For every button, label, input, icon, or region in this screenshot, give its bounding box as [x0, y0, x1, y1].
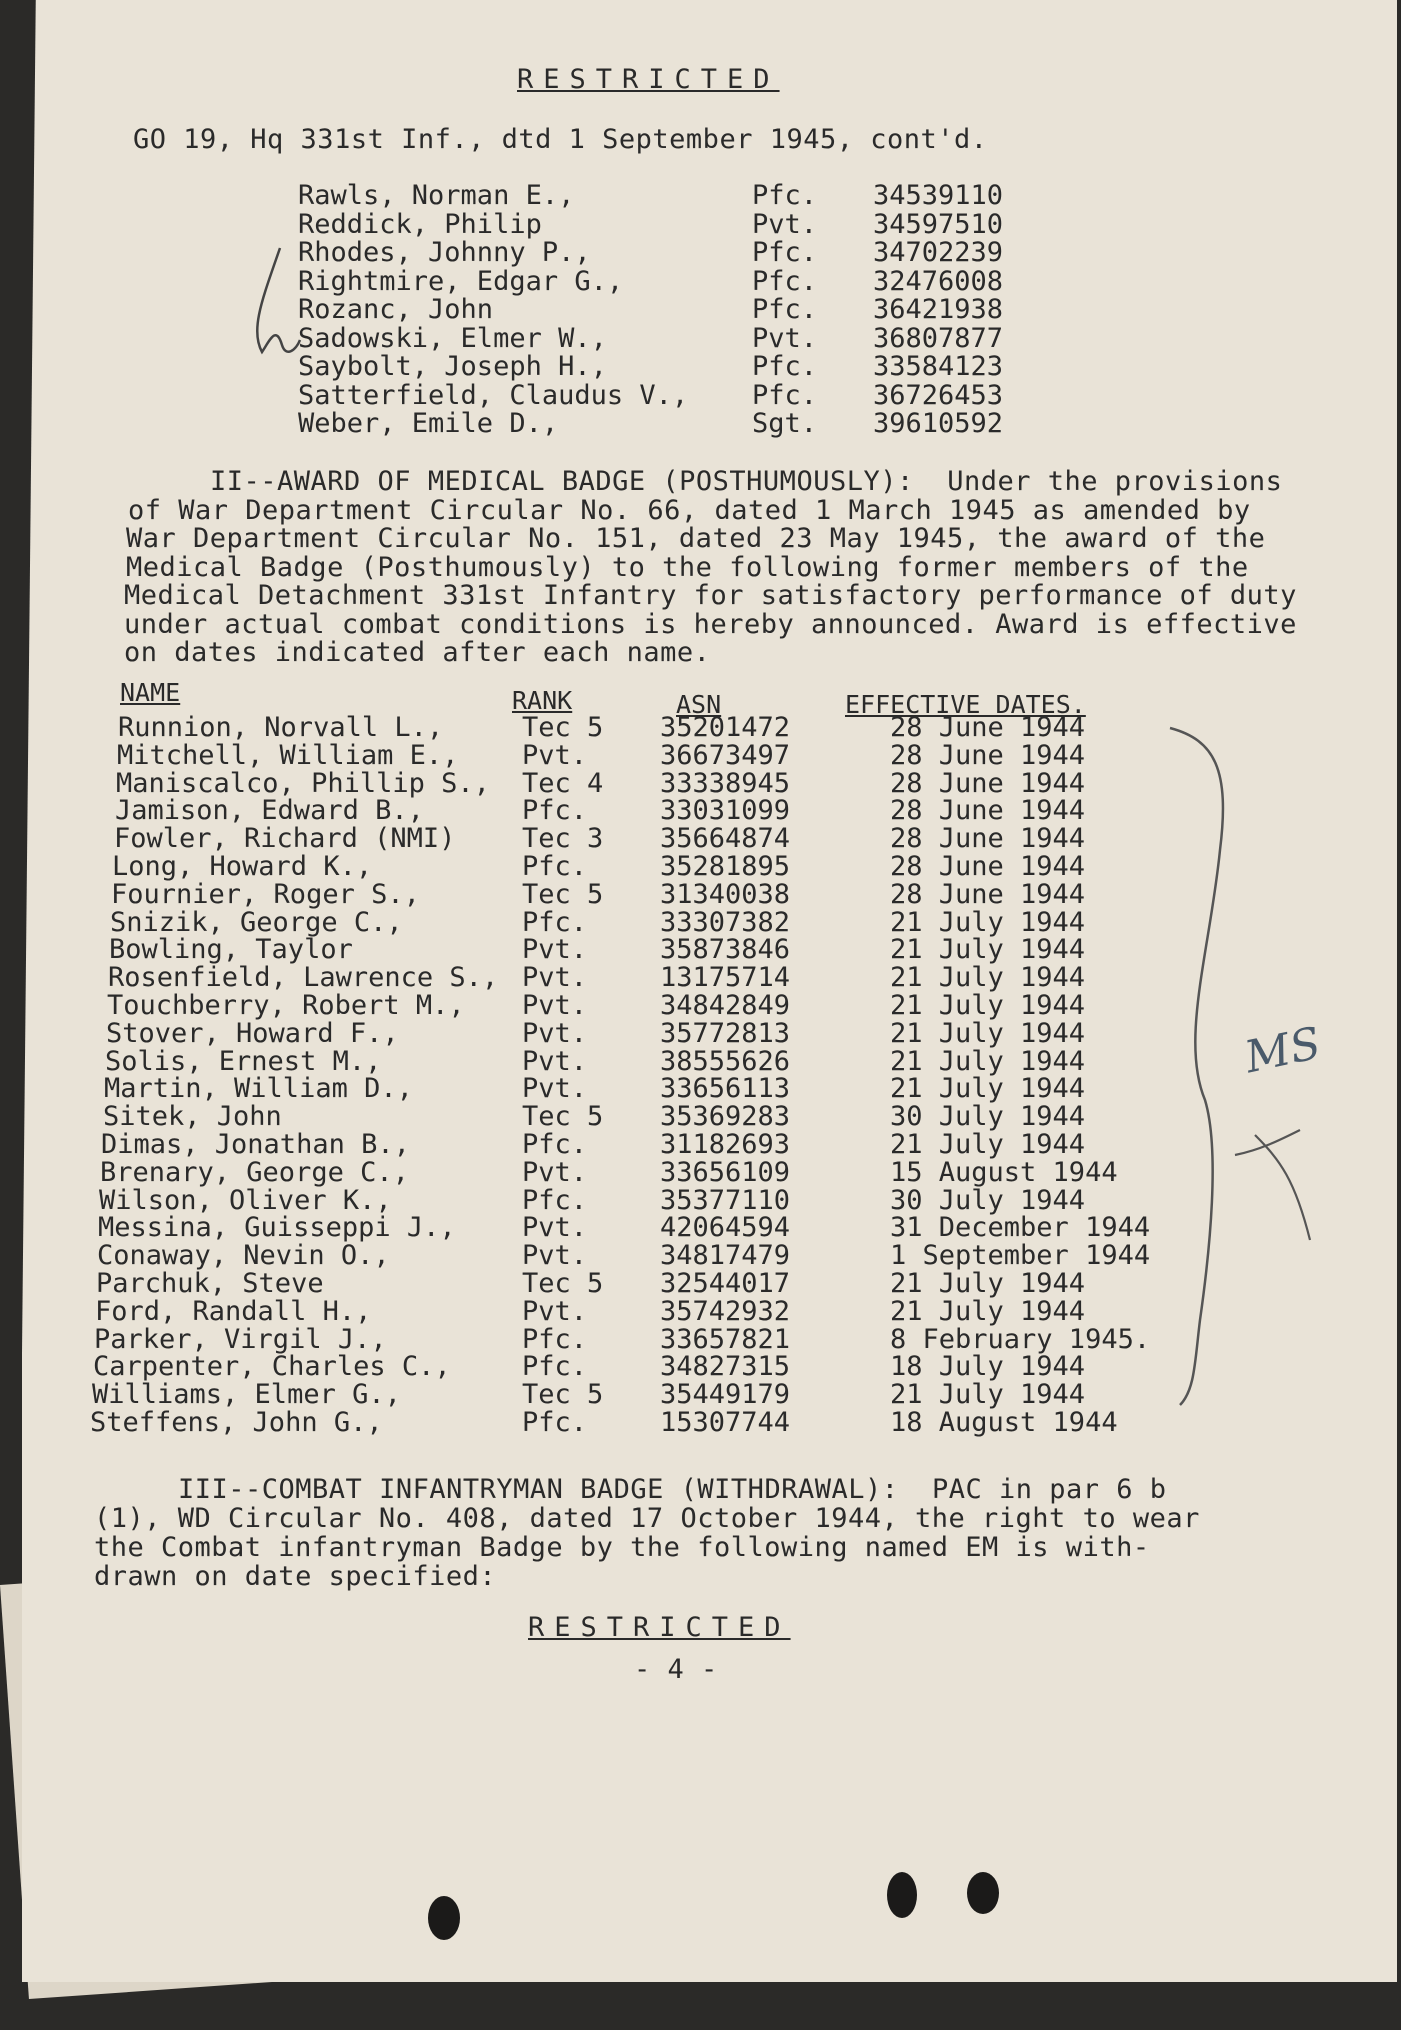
- sec2-line: II--AWARD OF MEDICAL BADGE (POSTHUMOUSLY): Under the provisions: [210, 466, 1283, 497]
- cell-rank: Pfc.: [522, 851, 588, 882]
- cell-rank: Pfc.: [522, 1129, 588, 1160]
- cell-asn: 38555626: [660, 1045, 791, 1077]
- cell-asn: 35742932: [660, 1295, 791, 1327]
- page-number: - 4 -: [634, 1654, 718, 1685]
- roster-rank: Pfc.: [752, 379, 818, 411]
- cell-name: Snizik, George C.,: [110, 906, 403, 938]
- cell-name: Steffens, John G.,: [90, 1407, 383, 1438]
- margin-initials: MS: [1240, 1017, 1326, 1084]
- roster-rank: Pfc.: [752, 351, 818, 382]
- roster-name: Reddick, Philip: [298, 208, 542, 240]
- cell-rank: Pvt.: [522, 1045, 588, 1077]
- cell-rank: Tec 5: [522, 1379, 604, 1411]
- cell-asn: 33031099: [660, 795, 791, 827]
- cell-effective-date: 28 June 1944: [890, 878, 1086, 910]
- cell-name: Messina, Guisseppi J.,: [98, 1212, 456, 1244]
- margin-check-mark: [257, 248, 300, 352]
- cell-asn: 31182693: [660, 1129, 791, 1160]
- cell-effective-date: 15 August 1944: [890, 1156, 1118, 1188]
- cell-effective-date: 1 September 1944: [890, 1240, 1151, 1272]
- cell-asn: 35377110: [660, 1184, 791, 1216]
- cell-rank: Pfc.: [522, 1323, 588, 1355]
- cell-rank: Tec 4: [522, 767, 604, 799]
- sec3-line: drawn on date specified:: [94, 1561, 497, 1592]
- roster-rank: Pfc.: [752, 180, 818, 211]
- sec3-line: the Combat infantryman Badge by the following named EM is with-: [94, 1532, 1150, 1563]
- cell-effective-date: 21 July 1944: [890, 1129, 1086, 1160]
- cell-name: Martin, William D.,: [104, 1073, 413, 1105]
- cell-effective-date: 21 July 1944: [890, 1017, 1086, 1049]
- sec3-line: (1), WD Circular No. 408, dated 17 October 1944, the right to wear: [94, 1503, 1200, 1534]
- table-header-rank: RANK: [512, 686, 573, 715]
- cell-rank: Tec 5: [522, 712, 604, 743]
- sec2-line: War Department Circular No. 151, dated 23 May 1945, the award of the: [126, 523, 1266, 554]
- cell-rank: Pvt.: [522, 1295, 588, 1327]
- cell-asn: 35449179: [660, 1379, 791, 1411]
- cell-rank: Pfc.: [522, 795, 588, 827]
- punch-hole-right: [967, 1872, 999, 1914]
- roster-name: Rozanc, John: [298, 294, 494, 325]
- cell-name: Maniscalco, Phillip S.,: [116, 767, 490, 799]
- cell-asn: 33657821: [660, 1323, 791, 1355]
- cell-asn: 35201472: [660, 712, 791, 743]
- restricted-footer: RESTRICTED: [528, 1612, 791, 1643]
- cell-name: Bowling, Taylor: [109, 934, 353, 966]
- cell-asn: 15307744: [660, 1407, 791, 1438]
- cell-effective-date: 28 June 1944: [890, 795, 1086, 827]
- roster-rank: Pvt.: [752, 208, 818, 240]
- roster-asn: 34539110: [873, 180, 1004, 211]
- sec2-line: of War Department Circular No. 66, dated 1 March 1945 as amended by: [128, 494, 1251, 526]
- cell-effective-date: 21 July 1944: [890, 1045, 1086, 1077]
- cell-name: Carpenter, Charles C.,: [93, 1351, 451, 1383]
- cell-rank: Tec 5: [522, 1268, 604, 1299]
- table-header-asn: ASN: [676, 690, 722, 719]
- cell-name: Parker, Virgil J.,: [94, 1323, 387, 1355]
- roster-name: Rawls, Norman E.,: [298, 180, 575, 211]
- table-header-name: NAME: [120, 678, 181, 707]
- cell-name: Fournier, Roger S.,: [111, 878, 420, 910]
- roster-name: Sadowski, Elmer W.,: [298, 322, 607, 354]
- cell-rank: Pvt.: [522, 934, 588, 966]
- roster-asn: 36807877: [873, 322, 1004, 354]
- cell-effective-date: 31 December 1944: [890, 1212, 1151, 1244]
- table-header-effective-dates: EFFECTIVE DATES.: [845, 690, 1086, 719]
- cell-asn: 34817479: [660, 1240, 791, 1272]
- cell-name: Long, Howard K.,: [112, 851, 373, 882]
- cell-rank: Tec 5: [522, 878, 604, 910]
- cell-effective-date: 8 February 1945.: [890, 1323, 1151, 1355]
- cell-asn: 35281895: [660, 851, 791, 882]
- restricted-header: RESTRICTED: [517, 64, 780, 95]
- cell-effective-date: 28 June 1944: [890, 823, 1086, 855]
- sec2-line: Medical Detachment 331st Infantry for satisfactory performance of duty: [124, 580, 1297, 611]
- cell-asn: 33656113: [660, 1073, 791, 1105]
- roster-name: Satterfield, Claudus V.,: [298, 379, 689, 411]
- cell-name: Rosenfield, Lawrence S.,: [108, 962, 499, 994]
- roster-name: Saybolt, Joseph H.,: [298, 351, 607, 382]
- sec2-line: under actual combat conditions is hereby announced. Award is effective: [124, 608, 1297, 640]
- cell-rank: Tec 3: [522, 823, 604, 855]
- cell-asn: 31340038: [660, 878, 791, 910]
- cell-name: Wilson, Oliver K.,: [99, 1184, 392, 1216]
- cell-name: Touchberry, Robert M.,: [107, 990, 465, 1021]
- cell-name: Solis, Ernest M.,: [105, 1045, 382, 1077]
- cell-effective-date: 21 July 1944: [890, 1295, 1086, 1327]
- roster-asn: 36726453: [873, 379, 1004, 411]
- cell-effective-date: 28 June 1944: [890, 739, 1086, 771]
- cell-rank: Pvt.: [522, 1073, 588, 1105]
- cell-asn: 35772813: [660, 1017, 791, 1049]
- cell-rank: Pvt.: [522, 962, 588, 994]
- cell-asn: 34842849: [660, 990, 791, 1021]
- cell-effective-date: 21 July 1944: [890, 906, 1086, 938]
- order-reference: GO 19, Hq 331st Inf., dtd 1 September 1945, cont'd.: [133, 124, 988, 155]
- cell-asn: 33338945: [660, 767, 791, 799]
- roster-rank: Pvt.: [752, 322, 818, 354]
- roster-asn: 33584123: [873, 351, 1004, 382]
- punch-hole-middle: [887, 1872, 917, 1918]
- cell-name: Williams, Elmer G.,: [92, 1379, 401, 1411]
- cell-rank: Pvt.: [522, 1240, 588, 1272]
- cell-asn: 35369283: [660, 1101, 791, 1133]
- roster-asn: 32476008: [873, 265, 1004, 297]
- roster-name: Rightmire, Edgar G.,: [298, 265, 624, 297]
- cell-name: Fowler, Richard (NMI): [114, 823, 456, 855]
- sec3-line: III--COMBAT INFANTRYMAN BADGE (WITHDRAWAL): PAC in par 6 b: [178, 1474, 1167, 1505]
- roster-asn: 34702239: [873, 237, 1004, 268]
- roster-asn: 39610592: [873, 408, 1004, 439]
- cell-rank: Tec 5: [522, 1101, 604, 1133]
- cell-asn: 36673497: [660, 739, 791, 771]
- cell-rank: Pvt.: [522, 1017, 588, 1049]
- cell-asn: 42064594: [660, 1212, 791, 1244]
- cell-asn: 33656109: [660, 1156, 791, 1188]
- roster-asn: 34597510: [873, 208, 1004, 240]
- cell-effective-date: 21 July 1944: [890, 1073, 1086, 1105]
- cell-asn: 35873846: [660, 934, 791, 966]
- cell-asn: 34827315: [660, 1351, 791, 1383]
- roster-rank: Pfc.: [752, 265, 818, 297]
- punch-hole-left: [428, 1896, 460, 1940]
- cell-effective-date: 21 July 1944: [890, 934, 1086, 966]
- cell-rank: Pvt.: [522, 1212, 588, 1244]
- cell-asn: 35664874: [660, 823, 791, 855]
- cell-name: Conaway, Nevin O.,: [97, 1240, 390, 1272]
- cell-name: Mitchell, William E.,: [117, 739, 459, 771]
- cell-effective-date: 30 July 1944: [890, 1184, 1086, 1216]
- roster-rank: Pfc.: [752, 294, 818, 325]
- cell-name: Parchuk, Steve: [96, 1268, 324, 1299]
- cell-rank: Pvt.: [522, 1156, 588, 1188]
- roster-asn: 36421938: [873, 294, 1004, 325]
- roster-name: Rhodes, Johnny P.,: [298, 237, 591, 268]
- cell-name: Dimas, Jonathan B.,: [101, 1129, 410, 1160]
- sec2-line: on dates indicated after each name.: [124, 637, 711, 668]
- cell-effective-date: 18 July 1944: [890, 1351, 1086, 1383]
- roster-rank: Pfc.: [752, 237, 818, 268]
- cell-name: Jamison, Edward B.,: [115, 795, 424, 827]
- cell-rank: Pfc.: [522, 1351, 588, 1383]
- cell-effective-date: 21 July 1944: [890, 1379, 1086, 1411]
- cell-asn: 32544017: [660, 1268, 791, 1299]
- cell-effective-date: 30 July 1944: [890, 1101, 1086, 1133]
- table-bracket: [1170, 728, 1223, 1405]
- cell-rank: Pfc.: [522, 1184, 588, 1216]
- cell-name: Stover, Howard F.,: [106, 1017, 399, 1049]
- cell-effective-date: 28 June 1944: [890, 712, 1086, 743]
- margin-scribble: [1235, 1130, 1310, 1240]
- sec2-line: Medical Badge (Posthumously) to the following former members of the: [126, 551, 1249, 583]
- cell-effective-date: 18 August 1944: [890, 1407, 1118, 1438]
- cell-effective-date: 28 June 1944: [890, 851, 1086, 882]
- cell-effective-date: 21 July 1944: [890, 990, 1086, 1021]
- cell-rank: Pvt.: [522, 990, 588, 1021]
- cell-name: Brenary, George C.,: [100, 1156, 409, 1188]
- cell-effective-date: 28 June 1944: [890, 767, 1086, 799]
- cell-rank: Pvt.: [522, 739, 588, 771]
- cell-rank: Pfc.: [522, 1407, 588, 1438]
- cell-name: Runnion, Norvall L.,: [118, 712, 444, 743]
- cell-asn: 33307382: [660, 906, 791, 938]
- roster-rank: Sgt.: [752, 408, 818, 439]
- cell-rank: Pfc.: [522, 906, 588, 938]
- roster-name: Weber, Emile D.,: [298, 408, 559, 439]
- cell-asn: 13175714: [660, 962, 791, 994]
- cell-name: Sitek, John: [103, 1101, 282, 1133]
- cell-effective-date: 21 July 1944: [890, 962, 1086, 994]
- cell-name: Ford, Randall H.,: [95, 1295, 372, 1327]
- cell-effective-date: 21 July 1944: [890, 1268, 1086, 1299]
